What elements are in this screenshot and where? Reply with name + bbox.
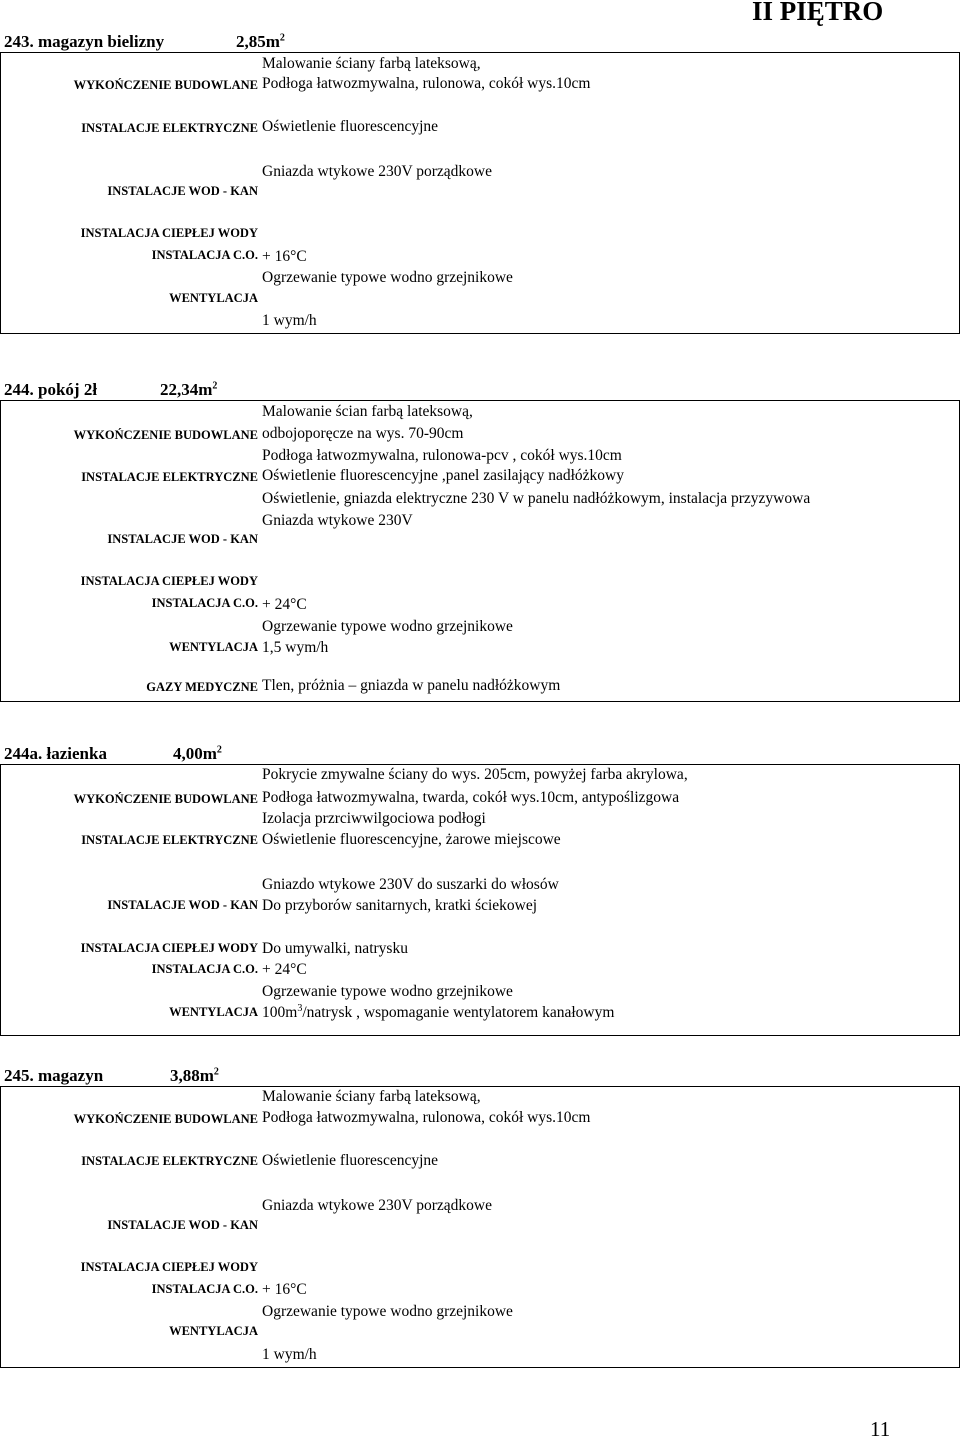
label-hotwater: INSTALACJA CIEPŁEJ WODY [80, 941, 258, 955]
electric-line: Gniazda wtykowe 230V porządkowe [262, 1197, 492, 1214]
room-area: $22,34m^2$ [160, 380, 218, 399]
label-vent: WENTYLACJA [169, 291, 258, 305]
finish-line: Podłoga łatwozmywalna, rulonowa-pcv , cokół wys.10cm [262, 447, 622, 464]
electric-line: Gniazdo wtykowe 230V do suszarki do włosów [262, 876, 559, 893]
label-water: INSTALACJE WOD - KAN [107, 1218, 258, 1232]
electric-line: Oświetlenie fluorescencyjne, żarowe miejscowe [262, 831, 561, 848]
heating-line: + 24°C [262, 596, 307, 613]
vent-line: 1 wym/h [262, 312, 317, 329]
heating-line: Ogrzewanie typowe wodno grzejnikowe [262, 983, 513, 1000]
label-gas: GAZY MEDYCZNE [146, 680, 258, 694]
water-line: Do przyborów sanitarnych, kratki ściekowej [262, 897, 538, 914]
finish-line: Pokrycie zmywalne ściany do wys. 205cm, powyżej farba akrylowa, [262, 766, 688, 783]
room-area: $2,85m^2$ [236, 32, 285, 51]
room-number: 244a. łazienka [4, 744, 107, 763]
room-number: 244. pokój 2ł [4, 380, 98, 399]
label-electric: INSTALACJE ELEKTRYCZNE [81, 121, 258, 135]
page-number: 11 [870, 1417, 891, 1441]
heating-line: + 16°C [262, 1281, 307, 1298]
gas-line: Tlen, próżnia – gniazda w panelu nadłóżkowym [262, 677, 561, 694]
hotwater-line: Do umywalki, natrysku [262, 940, 408, 957]
label-heating: INSTALACJA C.O. [151, 596, 258, 610]
finish-line: Podłoga łatwozmywalna, rulonowa, cokół wys.10cm [262, 75, 591, 92]
room-number: 243. magazyn bielizny [4, 32, 165, 51]
label-water: INSTALACJE WOD - KAN [107, 898, 258, 912]
floor-title: II PIĘTRO [752, 0, 884, 26]
vent-line: $100m^3$/natrysk , wspomaganie wentylatorem kanałowym [262, 1003, 615, 1022]
label-heating: INSTALACJA C.O. [151, 1282, 258, 1296]
finish-line: odbojoporęcze na wys. 70-90cm [262, 425, 464, 442]
room-area: $3,88m^2$ [170, 1066, 219, 1085]
label-vent: WENTYLACJA [169, 1324, 258, 1338]
heating-line: + 16°C [262, 248, 307, 265]
vent-line: 1 wym/h [262, 1346, 317, 1363]
label-hotwater: INSTALACJA CIEPŁEJ WODY [80, 574, 258, 588]
room-number: 245. magazyn [4, 1066, 104, 1085]
electric-line: Gniazda wtykowe 230V porządkowe [262, 163, 492, 180]
label-electric: INSTALACJE ELEKTRYCZNE [81, 833, 258, 847]
label-vent: WENTYLACJA [169, 640, 258, 654]
label-finish: WYKOŃCZENIE BUDOWLANE [73, 428, 258, 442]
finish-line: Malowanie ścian farbą lateksową, [262, 403, 473, 420]
electric-line: Oświetlenie fluorescencyjne [262, 118, 439, 135]
room-spec-box [0, 400, 960, 702]
heating-line: Ogrzewanie typowe wodno grzejnikowe [262, 1303, 513, 1320]
label-water: INSTALACJE WOD - KAN [107, 532, 258, 546]
label-finish: WYKOŃCZENIE BUDOWLANE [73, 792, 258, 806]
heating-line: Ogrzewanie typowe wodno grzejnikowe [262, 269, 513, 286]
heating-line: Ogrzewanie typowe wodno grzejnikowe [262, 618, 513, 635]
finish-line: Izolacja przrciwwilgociowa podłogi [262, 810, 486, 827]
label-electric: INSTALACJE ELEKTRYCZNE [81, 470, 258, 484]
finish-line: Malowanie ściany farbą lateksową, [262, 1088, 481, 1105]
label-hotwater: INSTALACJA CIEPŁEJ WODY [80, 1260, 258, 1274]
vent-line: 1,5 wym/h [262, 639, 329, 656]
finish-line: Podłoga łatwozmywalna, rulonowa, cokół wys.10cm [262, 1109, 591, 1126]
electric-line: Oświetlenie fluorescencyjne [262, 1152, 439, 1169]
electric-line: Oświetlenie, gniazda elektryczne 230 V w panelu nadłóżkowym, instalacja przyzywowa [262, 490, 811, 507]
heating-line: + 24°C [262, 961, 307, 978]
label-electric: INSTALACJE ELEKTRYCZNE [81, 1154, 258, 1168]
label-hotwater: INSTALACJA CIEPŁEJ WODY [80, 226, 258, 240]
electric-line: Oświetlenie fluorescencyjne ,panel zasilający nadłóżkowy [262, 467, 624, 484]
label-finish: WYKOŃCZENIE BUDOWLANE [73, 1112, 258, 1126]
label-water: INSTALACJE WOD - KAN [107, 184, 258, 198]
electric-line: Gniazda wtykowe 230V [262, 512, 413, 529]
label-finish: WYKOŃCZENIE BUDOWLANE [73, 78, 258, 92]
label-heating: INSTALACJA C.O. [151, 962, 258, 976]
label-vent: WENTYLACJA [169, 1005, 258, 1019]
room-area: $4,00m^2$ [173, 744, 222, 763]
label-heating: INSTALACJA C.O. [151, 248, 258, 262]
finish-line: Malowanie ściany farbą lateksową, [262, 55, 481, 72]
finish-line: Podłoga łatwozmywalna, twarda, cokół wys.10cm, antypoślizgowa [262, 789, 680, 806]
